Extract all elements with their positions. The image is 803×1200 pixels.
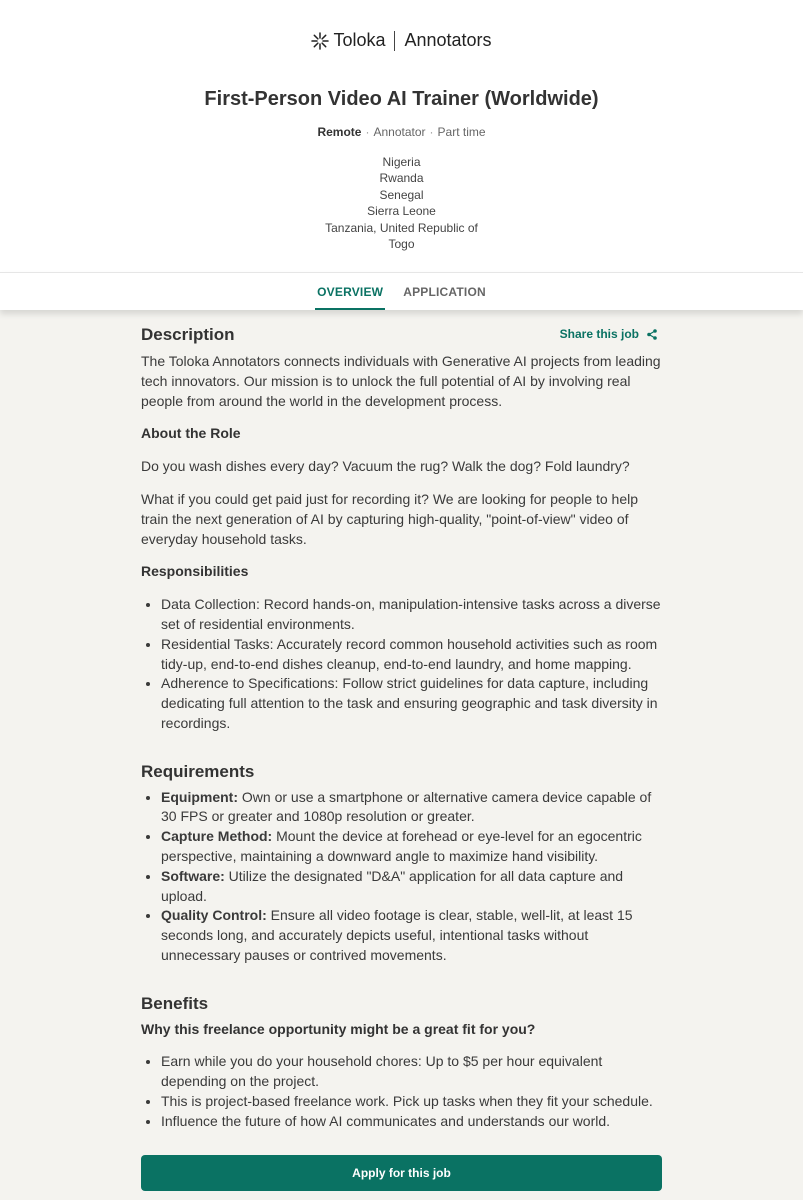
benefits-subheading: Why this freelance opportunity might be a great fit for you?	[141, 1020, 536, 1037]
list-item: • Residential Tasks: Accurately record common household activities such as room tidy-up, end-to-end dishes cleanup, end-to-end laundry, and home mapping.	[161, 635, 663, 675]
responsibilities-list	[161, 595, 663, 734]
share-icon	[647, 329, 657, 340]
job-department: Annotator	[373, 125, 426, 139]
share-job-label: Share this job	[559, 327, 639, 342]
requirements-heading: Requirements	[141, 761, 255, 781]
toloka-logo-icon	[311, 32, 329, 50]
requirement-text: Utilize the designated "D&A" application for all data capture and upload.	[161, 867, 624, 904]
job-content	[141, 322, 663, 1145]
brand-name: Toloka	[333, 30, 386, 50]
tab-overview[interactable]: OVERVIEW	[315, 285, 385, 310]
list-item: • This is project-based freelance work. Pick up tasks when they fit your schedule.	[161, 1092, 663, 1112]
about-role-paragraph: Do you wash dishes every day? Vacuum the rug? Walk the dog? Fold laundry?	[141, 458, 630, 475]
list-item: • Data Collection: Record hands-on, manipulation-intensive tasks across a diverse set of residential environments.	[161, 595, 663, 635]
list-item	[161, 867, 663, 907]
job-locations	[0, 154, 803, 252]
benefits-heading: Benefits	[141, 993, 209, 1013]
requirements-list	[161, 788, 663, 966]
location-item: Nigeria	[382, 155, 421, 169]
brand-divider	[394, 31, 395, 51]
benefits-list	[161, 1052, 663, 1131]
location-item: Tanzania, United Republic of	[325, 220, 478, 235]
location-item: Senegal	[379, 187, 424, 202]
job-title: First-Person Video AI Trainer (Worldwide)	[204, 88, 599, 110]
list-item	[161, 906, 663, 965]
location-item: Togo	[388, 237, 415, 252]
list-item: • Adherence to Specifications: Follow strict guidelines for data capture, including dedicating full attention to the task and ensuring geographic and task diversity in recordings.	[161, 674, 663, 733]
location-item: Sierra Leone	[367, 204, 436, 219]
requirement-text: Own or use a smartphone or alternative camera device capable of 30 FPS or greater and 1080p resolution or greater.	[161, 788, 652, 825]
requirement-text: Mount the device at forehead or eye-level for an egocentric perspective, maintaining a downward angle to maximize hand visibility.	[161, 828, 642, 864]
requirement-text: Ensure all video footage is clear, stable, well-lit, at least 15 seconds long, and accurately depicts useful, intentional tasks without unnecessary pauses or contrived movements.	[161, 907, 633, 963]
description-header	[141, 318, 663, 352]
requirement-label: Software:	[161, 867, 225, 884]
requirement-label: Equipment:	[161, 788, 238, 805]
list-item: • Influence the future of how AI communicates and understands our world.	[161, 1112, 663, 1132]
requirement-label: Capture Method:	[161, 828, 273, 845]
about-role-paragraph: What if you could get paid just for recording it? We are looking for people to help train the next generation of AI by capturing high-quality, "point-of-view" video of everyday household tasks.	[141, 490, 639, 547]
description-heading: Description	[141, 325, 235, 345]
job-workplace: Remote	[317, 125, 362, 139]
location-item: Rwanda	[379, 171, 424, 186]
apply-button[interactable]: Apply for this job	[141, 1155, 662, 1191]
job-type: Part time	[437, 125, 486, 139]
share-job-link[interactable]	[560, 325, 663, 345]
requirements-section	[141, 762, 663, 966]
job-meta: Remote · Annotator · Part time	[317, 125, 486, 139]
job-header	[0, 0, 803, 272]
list-item: • Earn while you do your household chores: Up to $5 per hour equivalent depending on the project.	[161, 1052, 663, 1092]
job-tabs	[0, 272, 803, 310]
list-item	[161, 788, 663, 828]
responsibilities-heading: Responsibilities	[141, 563, 249, 580]
about-role-heading: About the Role	[141, 425, 241, 442]
list-item	[161, 827, 663, 867]
tab-application[interactable]: APPLICATION	[403, 285, 486, 299]
requirement-label: Quality Control:	[161, 907, 267, 924]
description-intro: The Toloka Annotators connects individuals with Generative AI projects from leading tech innovators. Our mission is to unlock the full potential of AI by involving real people from around the world in the development process.	[141, 353, 661, 409]
brand-product: Annotators	[404, 30, 492, 50]
benefits-section	[141, 994, 663, 1132]
brand-logo[interactable]	[0, 30, 803, 51]
